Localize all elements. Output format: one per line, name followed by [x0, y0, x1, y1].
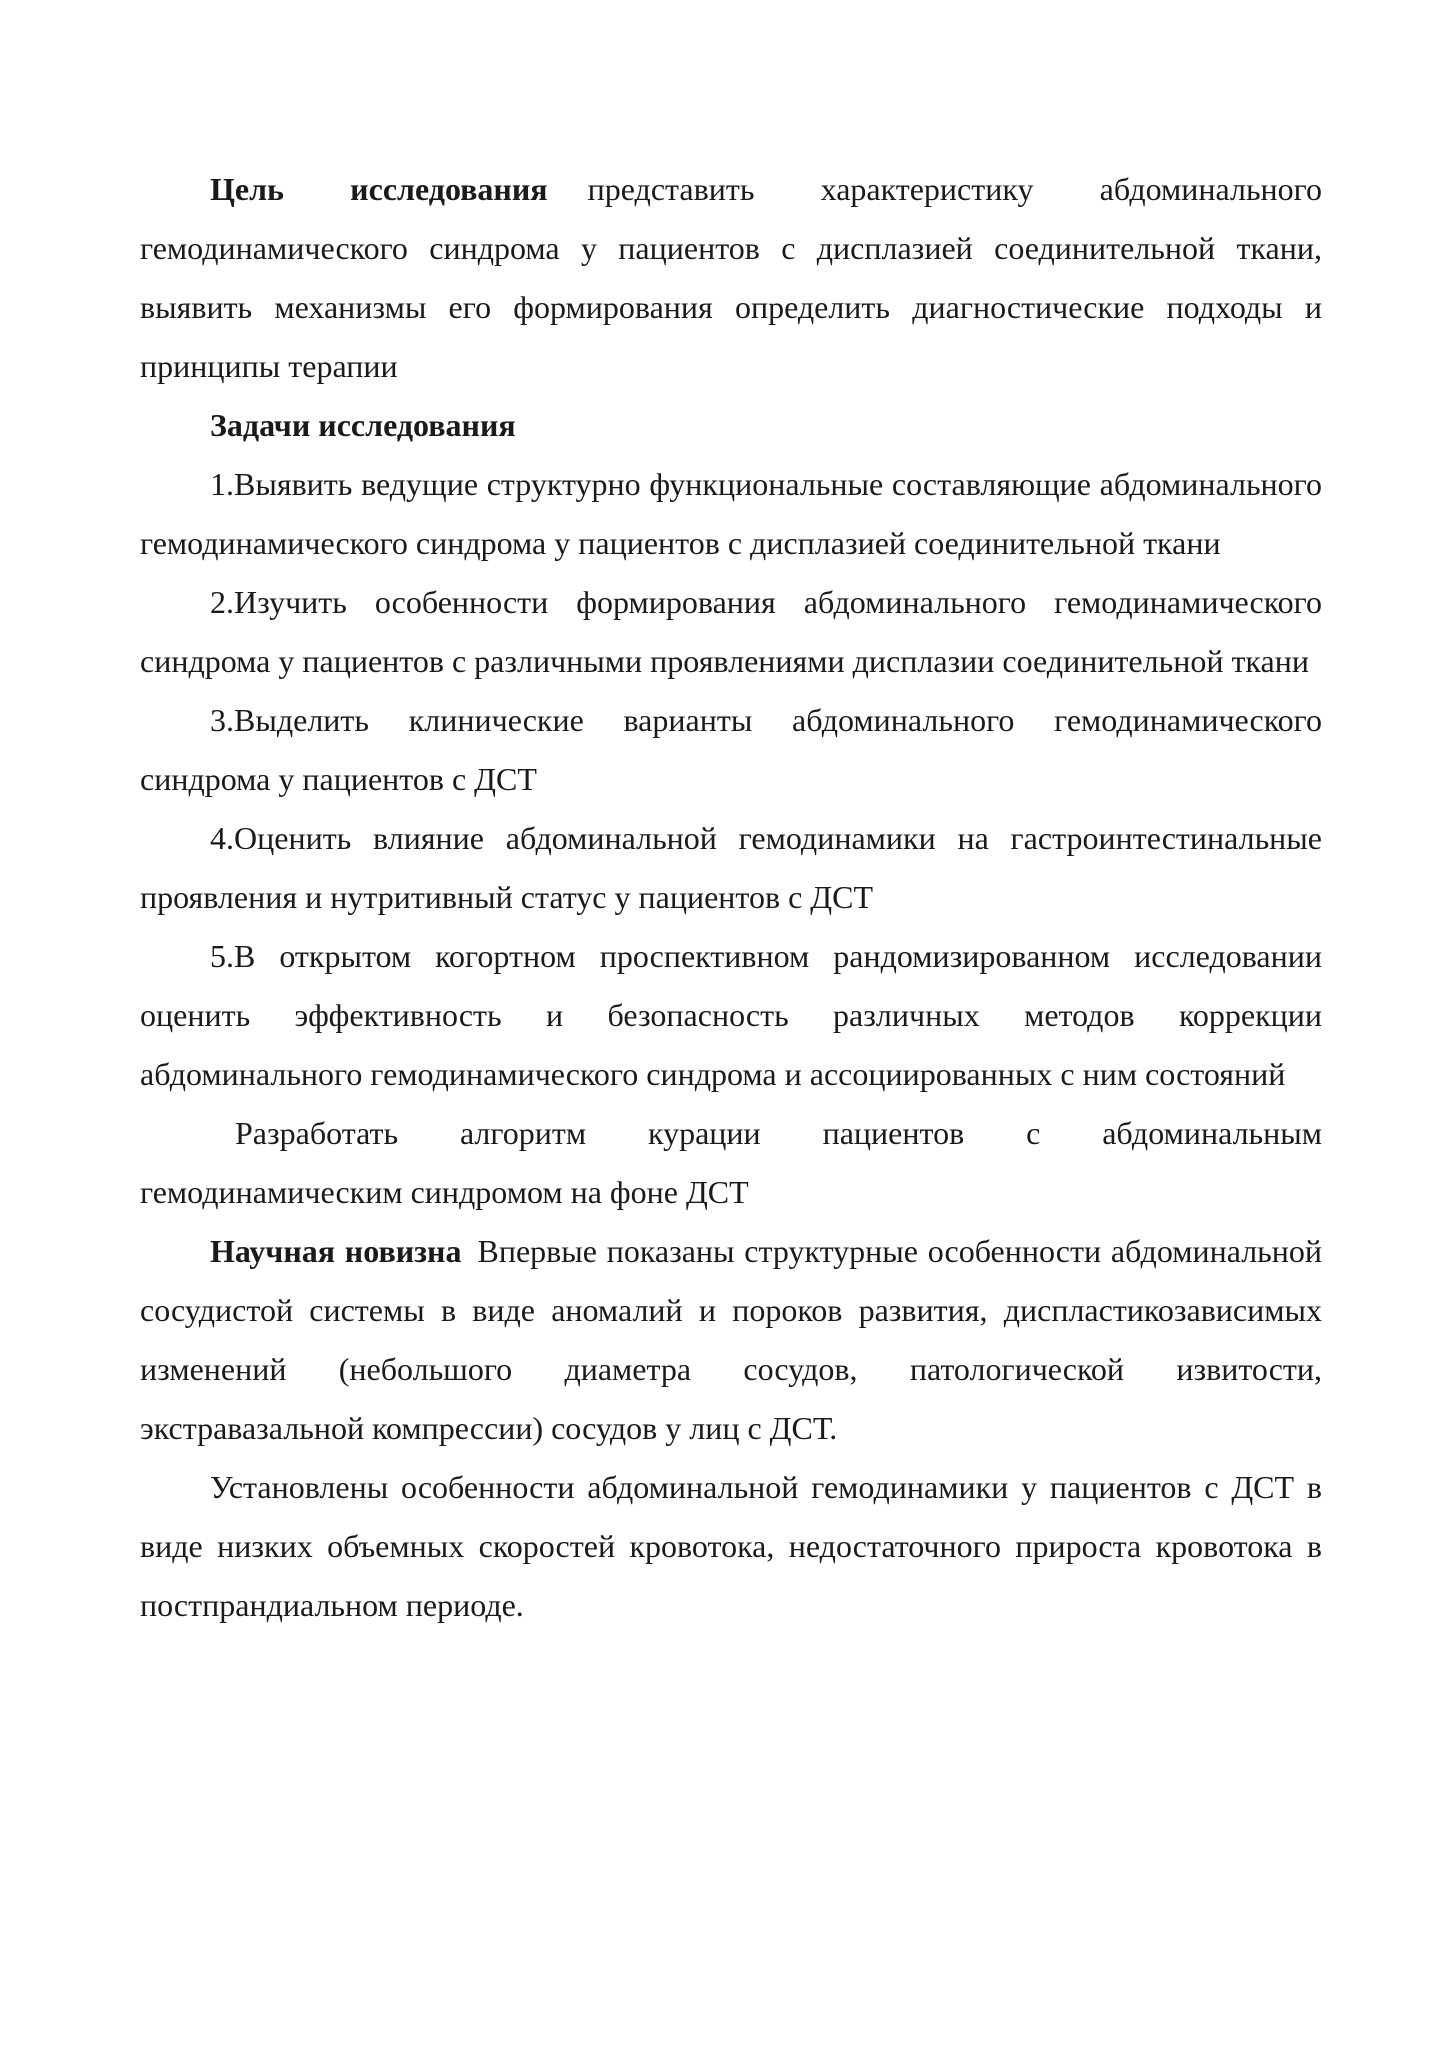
- novelty-text: Впервые показаны структурные особенности абдоминальной сосудистой системы в виде аномалий и пороков развития, диспластикозависимых изменений (небольшого диаметра сосудов, патологической извитости, экстравазальной компрессии) сосудов у лиц с ДСТ.: [140, 1233, 1323, 1446]
- task-item: 4.Оценить влияние абдоминальной гемодинамики на гастроинтестинальные проявления и нутритивный статус у пациентов с ДСТ: [140, 820, 1322, 915]
- novelty-paragraph-2: Установлены особенности абдоминальной гемодинамики у пациентов с ДСТ в виде низких объемных скоростей кровотока, недостаточного прироста кровотока в постпрандиальном периоде.: [140, 1469, 1322, 1623]
- goal-text: представить характеристику абдоминального гемодинамического синдрома у пациентов с дисплазией соединительной ткани, выявить механизмы его формирования определить диагностические подходы и принципы терапии: [140, 171, 1323, 384]
- document-page: [140, 160, 1322, 1635]
- task-item: 1.Выявить ведущие структурно функциональные составляющие абдоминального гемодинамического синдрома у пациентов с дисплазией соединительной ткани: [140, 466, 1322, 561]
- novelty-label: Научная новизна: [210, 1233, 462, 1269]
- goal-paragraph: [140, 160, 1322, 396]
- novelty-paragraph: [140, 1222, 1322, 1458]
- task-item: 3.Выделить клинические варианты абдоминального гемодинамического синдрома у пациентов с ДСТ: [140, 702, 1322, 797]
- goal-label: Цель исследования: [210, 171, 548, 207]
- task-item: 2.Изучить особенности формирования абдоминального гемодинамического синдрома у пациентов с различными проявлениями дисплазии соединительной ткани: [140, 584, 1322, 679]
- tasks-heading: Задачи исследования: [210, 407, 516, 443]
- task-item: 5.В открытом когортном проспективном рандомизированном исследовании оценить эффективность и безопасность различных методов коррекции абдоминального гемодинамического синдрома и ассоциированных с ним состояний: [140, 938, 1322, 1092]
- task-item: Разработать алгоритм курации пациентов с абдоминальным гемодинамическим синдромом на фоне ДСТ: [140, 1115, 1322, 1210]
